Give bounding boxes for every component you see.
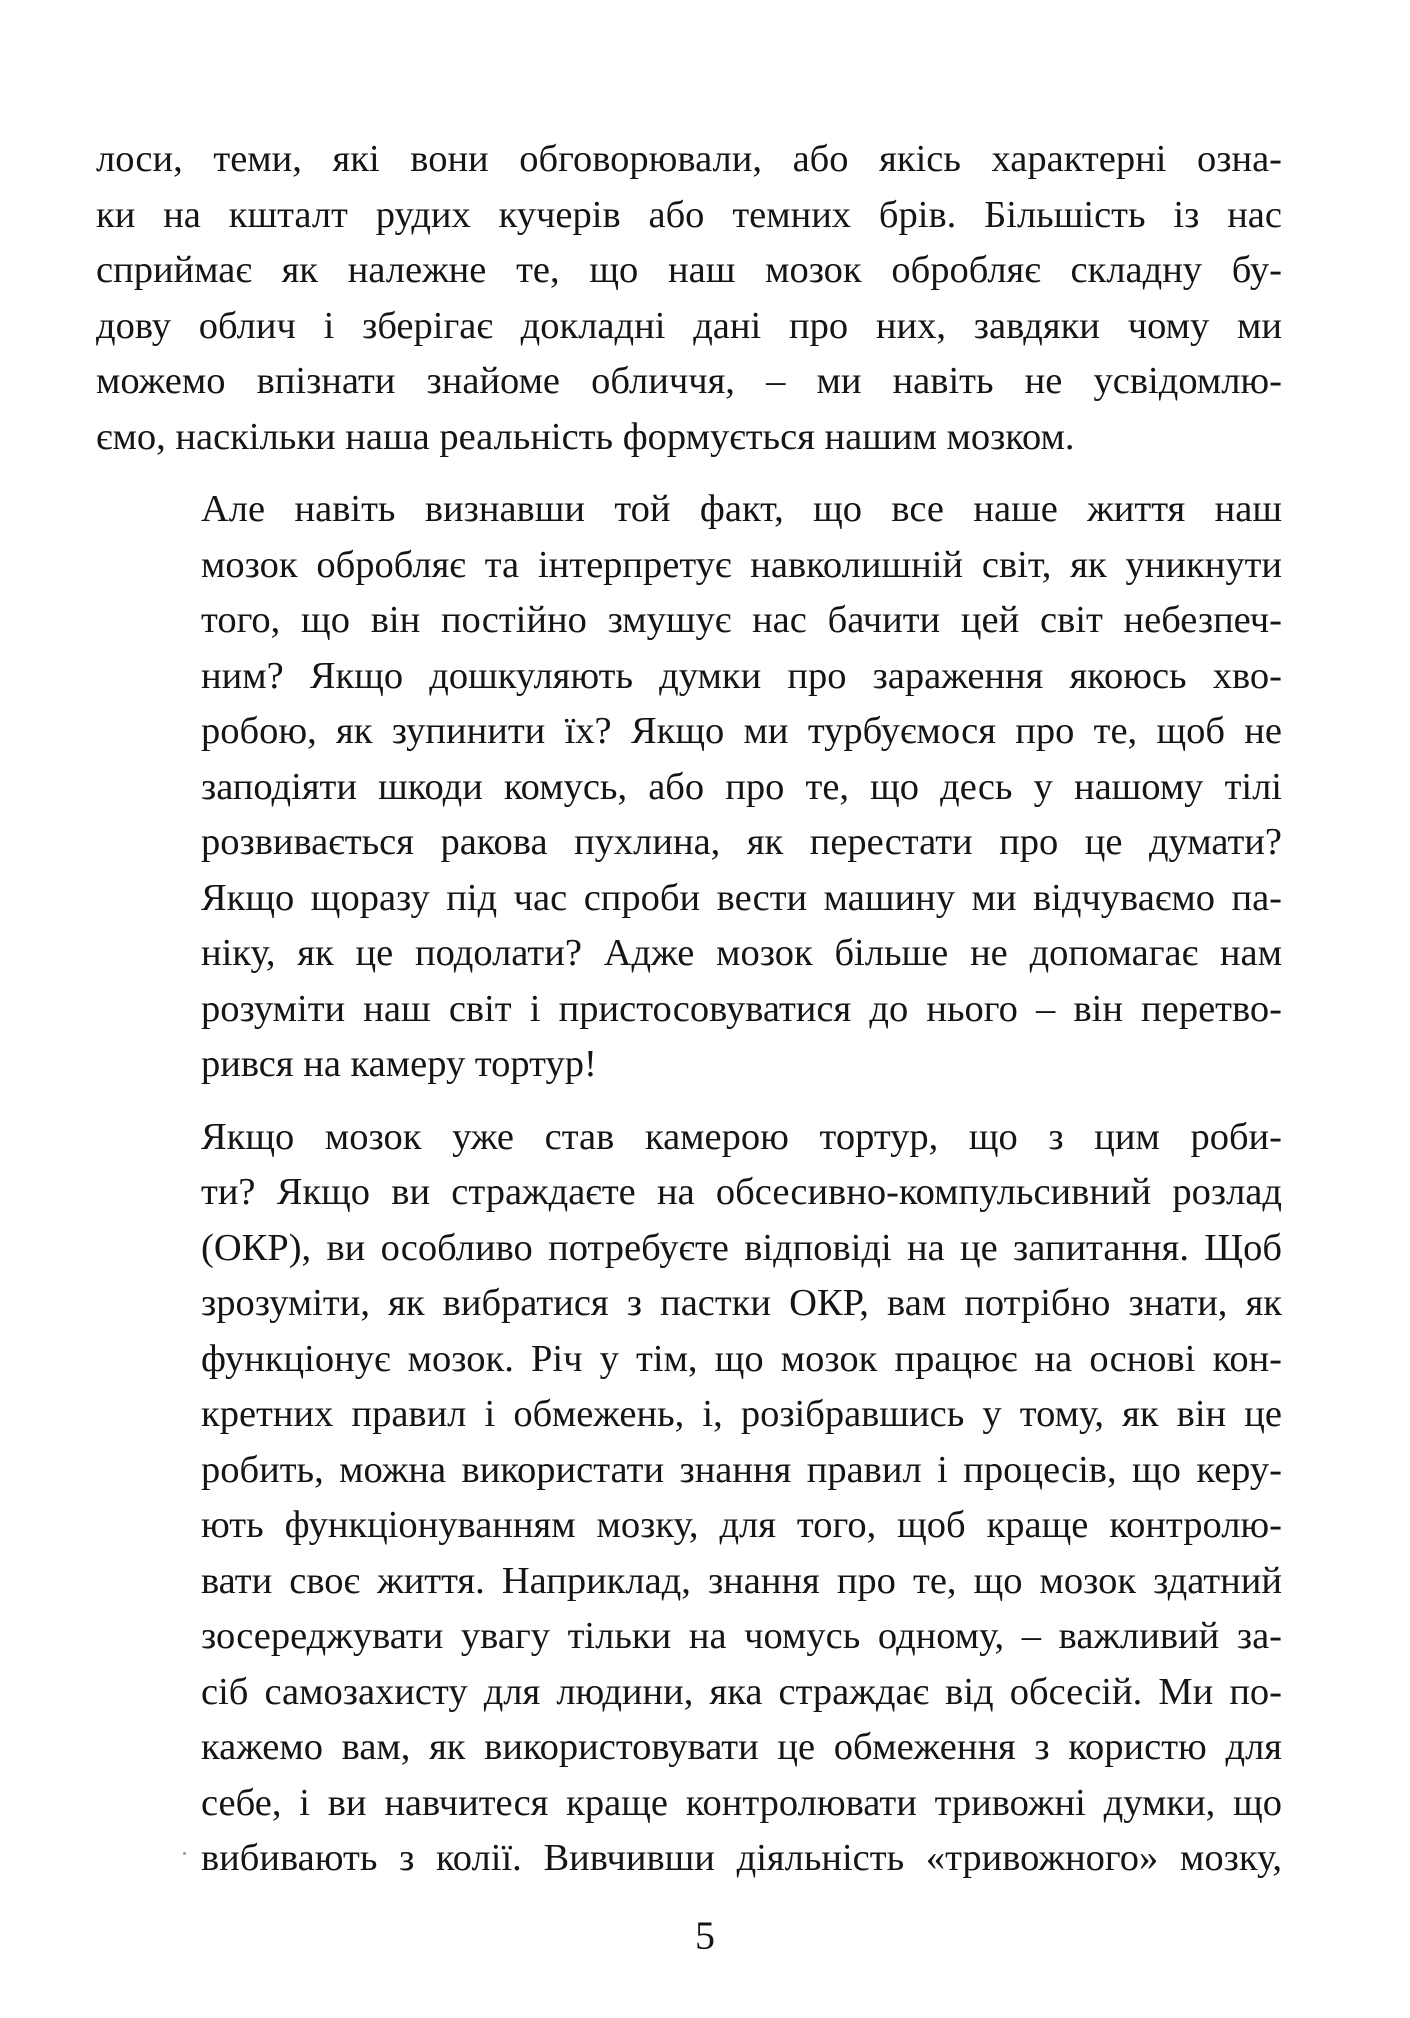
text-line: заподіяти шкоди комусь, або про те, що десь у нашому тілі (201, 765, 1282, 808)
text-line: дову облич і зберігає докладні дані про них, завдяки чому ми (96, 304, 1282, 347)
text-line: робить, можна використати знання правил і процесів, що керу- (201, 1448, 1282, 1491)
paragraph-2 (96, 482, 1282, 1093)
text-line: функціонує мозок. Річ у тім, що мозок працює на основі кон- (201, 1337, 1282, 1380)
text-line: (ОКР), ви особливо потребуєте відповіді на це запитання. Щоб (201, 1226, 1282, 1269)
paragraph-3 (96, 1110, 1282, 1887)
text-line: рився на камеру тортур! (201, 1043, 597, 1085)
text-line: розуміти наш світ і пристосовуватися до нього – він перетво- (201, 987, 1282, 1030)
text-line: можемо впізнати знайоме обличчя, – ми навіть не усвідомлю- (96, 360, 1282, 402)
text-line: робою, як зупинити їх? Якщо ми турбуємося про те, щоб не (201, 710, 1282, 752)
text-line: Але навіть визнавши той факт, що все наше життя наш (201, 488, 1282, 530)
text-line: вибивають з колії. Вивчивши діяльність «тривожного» мозку, (201, 1837, 1282, 1879)
text-line: Якщо щоразу під час спроби вести машину ми відчуваємо па- (201, 876, 1282, 919)
body-text (96, 132, 1282, 1887)
text-line: ти? Якщо ви страждаєте на обсесивно-компульсивний розлад (201, 1171, 1282, 1213)
text-line: лоси, теми, які вони обговорювали, або якісь характерні озна- (96, 138, 1282, 180)
text-line: ють функціонуванням мозку, для того, щоб краще контролю- (201, 1504, 1282, 1546)
text-line: того, що він постійно змушує нас бачити цей світ небезпеч- (201, 599, 1282, 641)
text-line: себе, і ви навчитеся краще контролювати тривожні думки, що (201, 1781, 1282, 1824)
text-line: ємо, наскільки наша реальність формується нашим мозком. (96, 415, 1075, 458)
text-line: зрозуміти, як вибратися з пастки ОКР, вам потрібно знати, як (201, 1282, 1282, 1324)
text-line: сприймає як належне те, що наш мозок обробляє складну бу- (96, 249, 1282, 291)
text-line: сіб самозахисту для людини, яка страждає від обсесій. Ми по- (201, 1670, 1282, 1713)
scan-speck (183, 1852, 186, 1855)
page-number: 5 (695, 1913, 715, 1958)
text-line: мозок обробляє та інтерпретує навколишній світ, як уникнути (201, 543, 1282, 586)
text-line: розвивається ракова пухлина, як перестати про це думати? (201, 821, 1282, 863)
text-line: ки на кшталт рудих кучерів або темних брів. Більшість із нас (96, 193, 1282, 236)
text-line: вати своє життя. Наприклад, знання про те, що мозок здатний (201, 1559, 1282, 1602)
text-line: кретних правил і обмежень, і, розібравшись у тому, як він це (201, 1393, 1282, 1435)
paragraph-1 (96, 132, 1282, 465)
text-line: кажемо вам, як використовувати це обмеження з користю для (201, 1726, 1282, 1768)
text-line: ним? Якщо дошкуляють думки про зараження якоюсь хво- (201, 654, 1282, 697)
text-line: Якщо мозок уже став камерою тортур, що з цим роби- (201, 1115, 1282, 1158)
text-line: зосереджувати увагу тільки на чомусь одному, – важливий за- (201, 1615, 1282, 1657)
text-line: ніку, як це подолати? Адже мозок більше не допомагає нам (201, 932, 1282, 974)
